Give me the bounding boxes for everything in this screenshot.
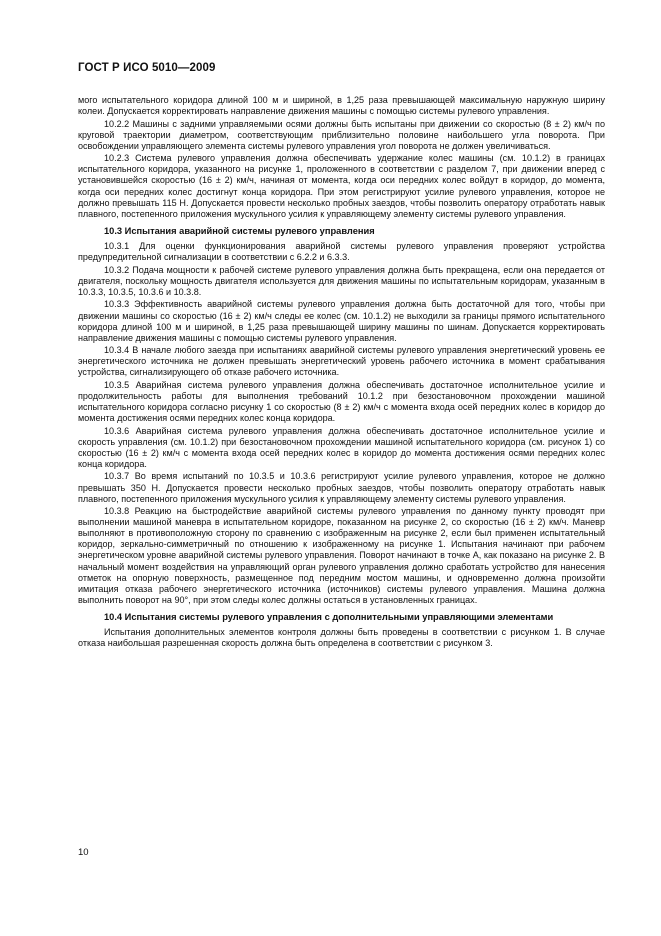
paragraph-10-2-3: 10.2.3 Система рулевого управления должна обеспечивать удержание колес машины (см. 10.1.2) в границах испытательного коридора, указанного на рисунке 1, проложенного в соответствии с разделом 7, при движении вперед с установившейся скоростью (16 ± 2) км/ч, начиная от момента, когда оси передних колес войдут в коридор, до момента, когда оси передних колес достигнут конца коридора. При этом регистрируют усилие рулевого управления, которое не должно превышать 115 Н. Допускается провести несколько пробных заездов, чтобы позволить оператору отработать навык плавного, постепенного приложения мускульного усилия к управляющему элементу системы рулевого управления. <box>78 153 605 219</box>
document-header: ГОСТ Р ИСО 5010—2009 <box>78 62 216 74</box>
paragraph-10-3-2: 10.3.2 Подача мощности к рабочей системе рулевого управления должна быть прекращена, если она передается от двигателя, поскольку мощность двигателя используется для движения машины по испытательным коридорам, указанным в 10.3.3, 10.3.5, 10.3.6 и 10.3.8. <box>78 264 605 297</box>
paragraph-10-3-6: 10.3.6 Аварийная система рулевого управления должна обеспечивать достаточное исполнительное усилие и скорость управления (см. 10.1.2) при безостановочном прохождении машиной испытательного коридора (см. рисунок 1) со скоростью (16 ± 2) км/ч с момента входа осей передних колес в коридор до момента достижения осями передних колес конца коридора. <box>78 425 605 469</box>
paragraph-10-4: Испытания дополнительных элементов контроля должны быть проведены в соответствии с рисунком 1. В случае отказа наибольшая разрешенная скорость должна быть определена в соответствии с рисунком 3. <box>78 627 605 649</box>
paragraph-10-3-8: 10.3.8 Реакцию на быстродействие аварийной системы рулевого управления по данному пункту проводят при выполнении машиной маневра в испытательном коридоре, показанном на рисунке 2, со скоростью (16 ± 2) км/ч. Маневр выполняют в противоположную сторону по сравнению с изображенным на рисунке 2, если был применен испытательный коридор, зеркально-симметричный по отношению к изображенному на рисунке 1. Испытания начинают при рабочем энергетическом уровне аварийной системы рулевого управления. Поворот начинают в точке А, как показано на рисунке 2. В начальный момент воздействия на управляющий орган рулевого управления должно сработать устройство для нанесения отметок на опорную поверхность, размещенное под передним мостом машины, и одновременно должна произойти имитация отказа рабочего энергетического источника (источников) системы рулевого управления. Машина должна выполнить поворот на 90°, при этом следы колес должны остаться в установленных границах. <box>78 506 605 605</box>
paragraph-10-3-1: 10.3.1 Для оценки функционирования аварийной системы рулевого управления проверяют устройства предупредительной сигнализации в соответствии с 6.2.2 и 6.3.3. <box>78 241 605 263</box>
document-body <box>78 95 605 650</box>
paragraph-10-3-4: 10.3.4 В начале любого заезда при испытаниях аварийной системы рулевого управления энергетический уровень ее энергетического источника не должен превышать энергетический уровень рабочего источника в момент срабатывания устройства, сигнализирующего об отказе рабочего источника. <box>78 345 605 378</box>
page-number: 10 <box>78 847 89 858</box>
section-heading-10-3: 10.3 Испытания аварийной системы рулевого управления <box>104 225 375 236</box>
paragraph-10-3-3: 10.3.3 Эффективность аварийной системы рулевого управления должна быть достаточной для того, чтобы при движении машины со скоростью (16 ± 2) км/ч следы ее колес (см. 10.1.2) не выходили за границы прямого испытательного коридора длиной 100 м и шириной, в 1,25 раза превышающей ширину машины по шинам. Допускается корректировать направление движения машины с помощью системы рулевого управления. <box>78 299 605 343</box>
paragraph-10-2-2: 10.2.2 Машины с задними управляемыми осями должны быть испытаны при движении со скоростью (8 ± 2) км/ч по круговой траектории диаметром, соответствующим приблизительно половине наибольшего угла поворота. При освобождении управляющего элемента системы рулевого управления угол поворота не должен увеличиваться. <box>78 118 605 151</box>
paragraph-10-3-7: 10.3.7 Во время испытаний по 10.3.5 и 10.3.6 регистрируют усилие рулевого управления, которое не должно превышать 350 Н. Допускается провести несколько пробных заездов, чтобы позволить оператору отработать навык плавного, постепенного приложения мускульного усилия к управляющему элементу системы рулевого управления. <box>78 471 605 504</box>
paragraph-10-3-5: 10.3.5 Аварийная система рулевого управления должна обеспечивать достаточное исполнительное усилие и продолжительность работы для выполнения требований 10.1.2 при безостановочном прохождении машиной испытательного коридора согласно рисунку 1 со скоростью (8 ± 2) км/ч с момента входа осей передних колес в коридор до момента достижения осями передних колес конца коридора. <box>78 379 605 424</box>
paragraph-continuation: мого испытательного коридора длиной 100 м и шириной, в 1,25 раза превышающей максимальную наружную ширину колеи. Допускается корректировать направление движения машины с помощью системы рулевого управления. <box>78 95 605 117</box>
section-heading-10-4: 10.4 Испытания системы рулевого управления с дополнительными управляющими элементами <box>104 611 554 622</box>
